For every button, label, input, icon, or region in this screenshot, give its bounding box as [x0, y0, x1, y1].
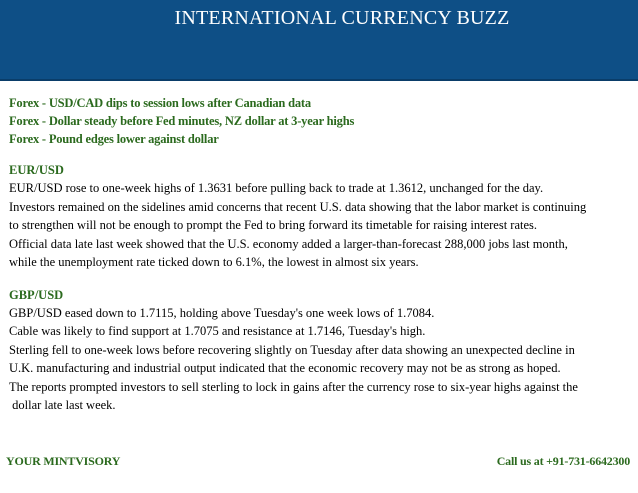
page-title: INTERNATIONAL CURRENCY BUZZ [174, 7, 510, 29]
spacer [9, 272, 634, 286]
section-title-gbpusd: GBP/USD [9, 287, 64, 302]
headline-pound[interactable]: Forex - Pound edges lower against dollar [9, 132, 219, 146]
footer-phone[interactable]: Call us at +91-731-6642300 [496, 454, 630, 468]
eurusd-line-3: to strengthen will not be enough to prompt the Fed to bring forward its timetable for raising interest rates. [9, 218, 538, 232]
gbpusd-line-6: dollar late last week. [9, 398, 116, 412]
eurusd-line-4: Official data late last week showed that the U.S. economy added a larger-than-forecast 288,000 jobs last month, [9, 236, 568, 251]
gbpusd-line-1: GBP/USD eased down to 1.7115, holding above Tuesday's one week lows of 1.7084. [9, 305, 435, 320]
header-banner [0, 0, 638, 81]
eurusd-line-1: EUR/USD rose to one-week highs of 1.3631 before pulling back to trade at 1.3612, unchanged for the day. [9, 181, 544, 195]
section-title-eurusd: EUR/USD [9, 163, 64, 177]
main-content [9, 94, 634, 415]
spacer [9, 148, 634, 161]
gbpusd-line-5: The reports prompted investors to sell sterling to lock in gains after the currency rose to six-year highs against the [9, 379, 578, 394]
headline-usdcad[interactable]: Forex - USD/CAD dips to session lows after Canadian data [9, 96, 311, 110]
headline-dollar-fed[interactable]: Forex - Dollar steady before Fed minutes, NZ dollar at 3-year highs [9, 114, 355, 128]
gbpusd-line-4: U.K. manufacturing and industrial output indicated that the economic recovery may not be as strong as hoped. [9, 361, 561, 375]
eurusd-line-2: Investors remained on the sidelines amid concerns that recent U.S. data showing that the labor market is continuing [9, 199, 587, 214]
eurusd-line-5: while the unemployment rate ticked down to 6.1%, the lowest in almost six years. [9, 255, 419, 269]
footer-brand: YOUR MINTVISORY [6, 454, 121, 468]
gbpusd-line-2: Cable was likely to find support at 1.7075 and resistance at 1.7146, Tuesday's high. [9, 324, 426, 338]
gbpusd-line-3: Sterling fell to one-week lows before recovering slightly on Tuesday after data showing an unexpected decline in [9, 342, 575, 357]
